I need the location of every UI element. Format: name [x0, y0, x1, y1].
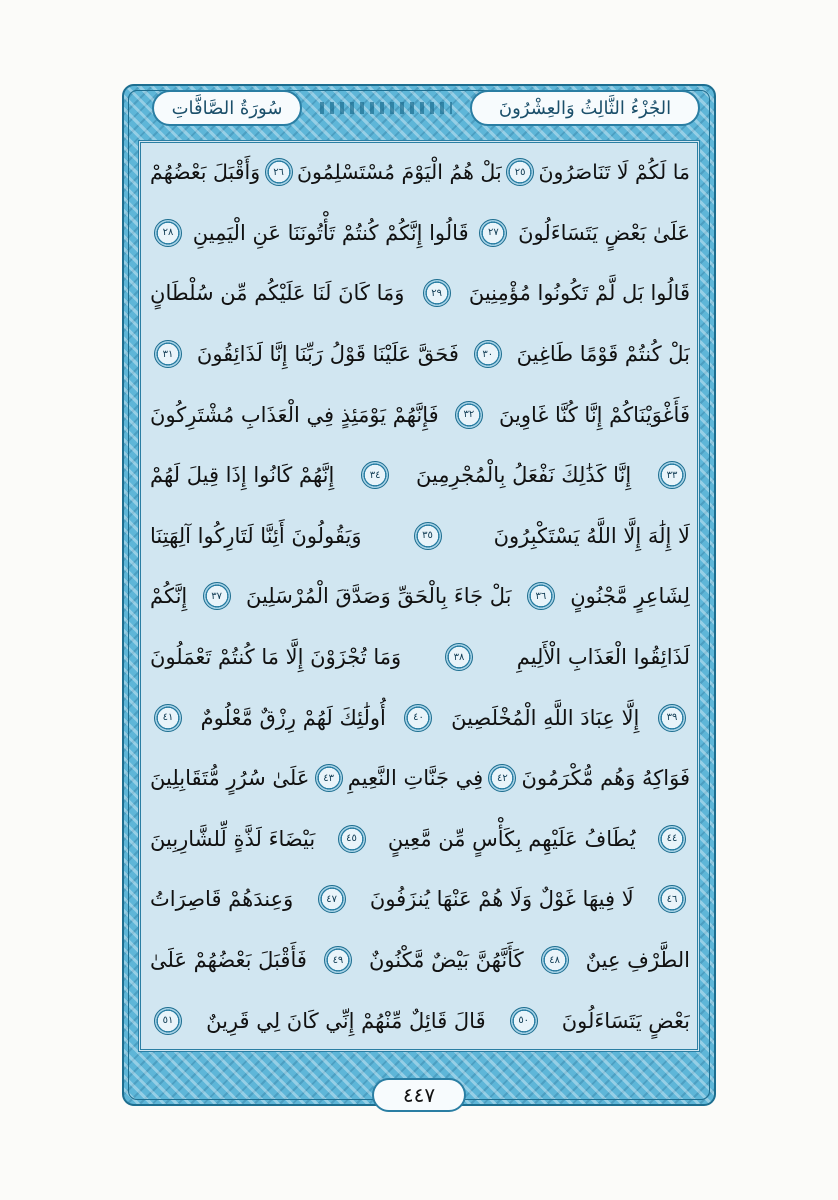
- verse-line: [150, 566, 690, 627]
- verse-text: قَالَ قَائِلٌ مِّنْهُمْ إِنِّي كَانَ لِي قَرِينٌ: [206, 1008, 486, 1033]
- verse-line: [150, 263, 690, 324]
- ayah-number-marker: ٣٦: [527, 582, 555, 610]
- page-number: ٤٤٧: [372, 1078, 466, 1112]
- verse-text: بَعْضٍ يَتَسَاءَلُونَ: [561, 1008, 690, 1033]
- verse-line: [150, 203, 690, 264]
- verse-line: [150, 869, 690, 930]
- verse-line: [150, 930, 690, 991]
- verse-text: بَيْضَاءَ لَذَّةٍ لِّلشَّارِبِينَ: [150, 826, 316, 851]
- ayah-number-marker: ٢٦: [265, 158, 293, 186]
- ayah-number-marker: ٤٩: [324, 946, 352, 974]
- ayah-number-marker: ٣٢: [455, 401, 483, 429]
- verse-line: [150, 445, 690, 506]
- verse-text: فَأَقْبَلَ بَعْضُهُمْ عَلَىٰ: [150, 948, 307, 973]
- ayah-number-marker: ٤٥: [338, 825, 366, 853]
- ayah-number-marker: ٤٨: [541, 946, 569, 974]
- verse-text: قَالُوا بَل لَّمْ تَكُونُوا مُؤْمِنِينَ: [468, 281, 690, 306]
- ayah-number-marker: ٤٧: [318, 885, 346, 913]
- verse-text: فِي جَنَّاتِ النَّعِيمِ: [347, 766, 484, 791]
- verse-text: بَلْ هُمُ الْيَوْمَ مُسْتَسْلِمُونَ: [296, 160, 502, 185]
- ayah-number-marker: ٤١: [154, 704, 182, 732]
- verse-lines: [150, 142, 690, 1051]
- verse-line: [150, 687, 690, 748]
- verse-text: لِشَاعِرٍ مَّجْنُونٍ: [570, 584, 690, 609]
- verse-line: [150, 627, 690, 688]
- verse-text: كَأَنَّهُنَّ بَيْضٌ مَّكْنُونٌ: [368, 948, 524, 973]
- verse-text: إِلَّا عِبَادَ اللَّهِ الْمُخْلَصِينَ: [451, 705, 640, 730]
- ayah-number-marker: ٢٧: [479, 219, 507, 247]
- verse-text: وَعِندَهُمْ قَاصِرَاتُ: [150, 887, 294, 912]
- juz-title: الجُزْءُ الثَّالِثُ وَالعِشْرُونَ: [470, 90, 700, 126]
- verse-text: عَلَىٰ سُرُرٍ مُّتَقَابِلِينَ: [150, 766, 310, 791]
- verse-line: [150, 506, 690, 567]
- verse-text: فَأَغْوَيْنَاكُمْ إِنَّا كُنَّا غَاوِينَ: [498, 402, 690, 427]
- verse-text: لَذَائِقُوا الْعَذَابِ الْأَلِيمِ: [516, 645, 690, 670]
- verse-text: إِنَّهُمْ كَانُوا إِذَا قِيلَ لَهُمْ: [150, 463, 335, 488]
- ayah-number-marker: ٢٥: [506, 158, 534, 186]
- verse-line: [150, 142, 690, 203]
- verse-text: عَلَىٰ بَعْضٍ يَتَسَاءَلُونَ: [518, 220, 690, 245]
- verse-line: [150, 384, 690, 445]
- verse-text: الطَّرْفِ عِينٌ: [585, 948, 690, 973]
- ayah-number-marker: ٤٤: [658, 825, 686, 853]
- verse-text: وَمَا كَانَ لَنَا عَلَيْكُم مِّن سُلْطَانٍ: [150, 281, 405, 306]
- ayah-number-marker: ٢٩: [423, 279, 451, 307]
- verse-text: فَإِنَّهُمْ يَوْمَئِذٍ فِي الْعَذَابِ مُشْتَرِكُونَ: [150, 402, 439, 427]
- ayah-number-marker: ٣٣: [658, 461, 686, 489]
- verse-line: [150, 324, 690, 385]
- verse-text: مَا لَكُمْ لَا تَنَاصَرُونَ: [538, 160, 690, 185]
- verse-text: فَوَاكِهُ وَهُم مُّكْرَمُونَ: [521, 766, 690, 791]
- verse-line: [150, 748, 690, 809]
- verse-text: وَأَقْبَلَ بَعْضُهُمْ: [150, 160, 261, 185]
- verse-text: إِنَّا كَذَٰلِكَ نَفْعَلُ بِالْمُجْرِمِينَ: [415, 463, 632, 488]
- verse-text: فَحَقَّ عَلَيْنَا قَوْلُ رَبِّنَا إِنَّا لَذَائِقُونَ: [196, 342, 459, 367]
- ayah-number-marker: ٥١: [154, 1007, 182, 1035]
- surah-title: سُورَةُ الصَّافَّاتِ: [152, 90, 302, 126]
- verse-text: بَلْ جَاءَ بِالْحَقِّ وَصَدَّقَ الْمُرْسَلِينَ: [245, 584, 512, 609]
- ayah-number-marker: ٣٧: [203, 582, 231, 610]
- ayah-number-marker: ٣١: [154, 340, 182, 368]
- ayah-number-marker: ٤٢: [488, 764, 516, 792]
- ayah-number-marker: ٥٠: [510, 1007, 538, 1035]
- verse-text: بَلْ كُنتُمْ قَوْمًا طَاغِينَ: [516, 342, 690, 367]
- ayah-number-marker: ٣٩: [658, 704, 686, 732]
- ayah-number-marker: ٤٣: [315, 764, 343, 792]
- header-ornament: [320, 102, 452, 114]
- verse-text: لَا فِيهَا غَوْلٌ وَلَا هُمْ عَنْهَا يُنزَفُونَ: [369, 887, 634, 912]
- ayah-number-marker: ٣٤: [361, 461, 389, 489]
- verse-text: أُولَٰئِكَ لَهُمْ رِزْقٌ مَّعْلُومٌ: [200, 705, 386, 730]
- ayah-number-marker: ٣٨: [445, 643, 473, 671]
- verse-text: قَالُوا إِنَّكُمْ كُنتُمْ تَأْتُونَنَا عَنِ الْيَمِينِ: [192, 220, 469, 245]
- verse-text: إِنَّكُمْ: [150, 584, 188, 609]
- ayah-number-marker: ٣٥: [414, 522, 442, 550]
- ayah-number-marker: ٣٠: [474, 340, 502, 368]
- ayah-number-marker: ٤٦: [658, 885, 686, 913]
- verse-line: [150, 990, 690, 1051]
- verse-text: لَا إِلَٰهَ إِلَّا اللَّهُ يَسْتَكْبِرُونَ: [493, 523, 690, 548]
- verse-line: [150, 809, 690, 870]
- ayah-number-marker: ٢٨: [154, 219, 182, 247]
- verse-text: وَمَا تُجْزَوْنَ إِلَّا مَا كُنتُمْ تَعْمَلُونَ: [150, 645, 402, 670]
- verse-text: يُطَافُ عَلَيْهِم بِكَأْسٍ مِّن مَّعِينٍ: [387, 826, 636, 851]
- ayah-number-marker: ٤٠: [404, 704, 432, 732]
- verse-text: وَيَقُولُونَ أَئِنَّا لَتَارِكُوا آلِهَتِنَا: [150, 523, 362, 548]
